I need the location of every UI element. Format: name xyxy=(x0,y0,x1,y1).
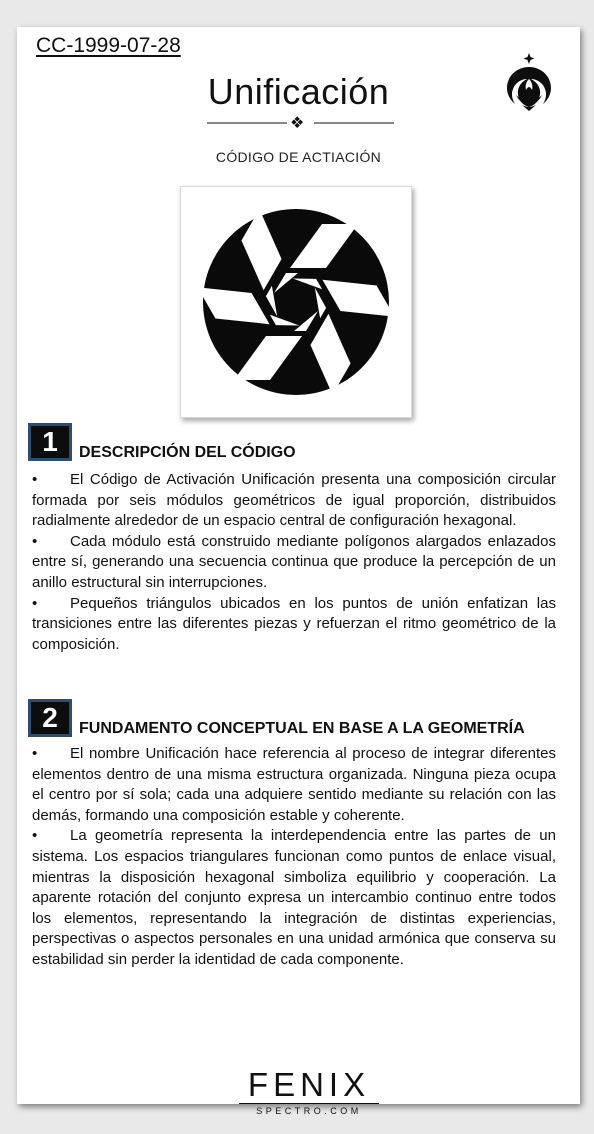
brand-name: FENIX xyxy=(247,1066,371,1103)
brand-divider xyxy=(239,1103,379,1104)
section-1-header xyxy=(28,423,508,465)
bullet: • xyxy=(32,827,38,845)
title-divider xyxy=(207,113,394,133)
section-2-body xyxy=(32,744,556,971)
paragraph: • El nombre Unificación hace referencia al proceso de integrar diferentes elementos dentro de una misma estructura organizada. Ninguna pieza ocupa el centro por sí sola; cada una adquiere sentido mediante su relación con las demás, formando una composición estable y coherente. xyxy=(32,745,556,824)
emblem-frame xyxy=(180,186,412,418)
section-1-body xyxy=(32,470,556,655)
section-1-title: DESCRIPCIÓN DEL CÓDIGO xyxy=(79,444,296,461)
section-2-title: FUNDAMENTO CONCEPTUAL EN BASE A LA GEOMETRÍA xyxy=(79,720,525,737)
document-title: Unificación xyxy=(207,71,390,112)
section-2-header xyxy=(28,699,548,741)
paragraph: • Cada módulo está construido mediante polígonos alargados enlazados entre sí, generando una secuencia continua que produce la percepción de un anillo estructural sin interrupciones. xyxy=(32,532,556,591)
code-card xyxy=(17,27,580,1116)
paragraph: • La geometría representa la interdependencia entre las partes de un sistema. Los espacios triangulares funcionan como puntos de enlace visual, mientras la disposición hexagonal simboliza equilibrio y cooperación. La aparente rotación del conjunto expresa un intercambio continuo entre todos los elementos, representando la integración de distintas experiencias, perspectivas o aspectos personales en una unidad armónica que conserva su estabilidad sin perder la identidad de cada componente. xyxy=(32,827,556,968)
section-2-number: 2 xyxy=(28,699,72,737)
paragraph: • El Código de Activación Unificación presenta una composición circular formada por seis módulos geométricos de igual proporción, distribuidos radialmente alrededor de un espacio central de configuración hexagonal. xyxy=(32,471,556,530)
paragraph: • Pequeños triángulos ubicados en los puntos de unión enfatizan las transiciones entre las diferentes piezas y refuerzan el ritmo geométrico de la composición. xyxy=(32,594,556,653)
brand-domain: SPECTRO.COM xyxy=(256,1106,362,1116)
code-id: CC-1999-07-28 xyxy=(36,34,181,57)
bullet: • xyxy=(32,594,38,612)
document-subtitle: CÓDIGO DE ACTIACIÓN xyxy=(215,149,382,165)
bullet: • xyxy=(32,471,38,488)
brand-logo xyxy=(226,1064,392,1116)
divider-ornament: ❖ xyxy=(290,113,305,132)
section-1-number: 1 xyxy=(28,423,72,461)
hexagonal-emblem-icon xyxy=(193,199,399,405)
bullet: • xyxy=(32,532,38,550)
bullet: • xyxy=(32,745,38,762)
